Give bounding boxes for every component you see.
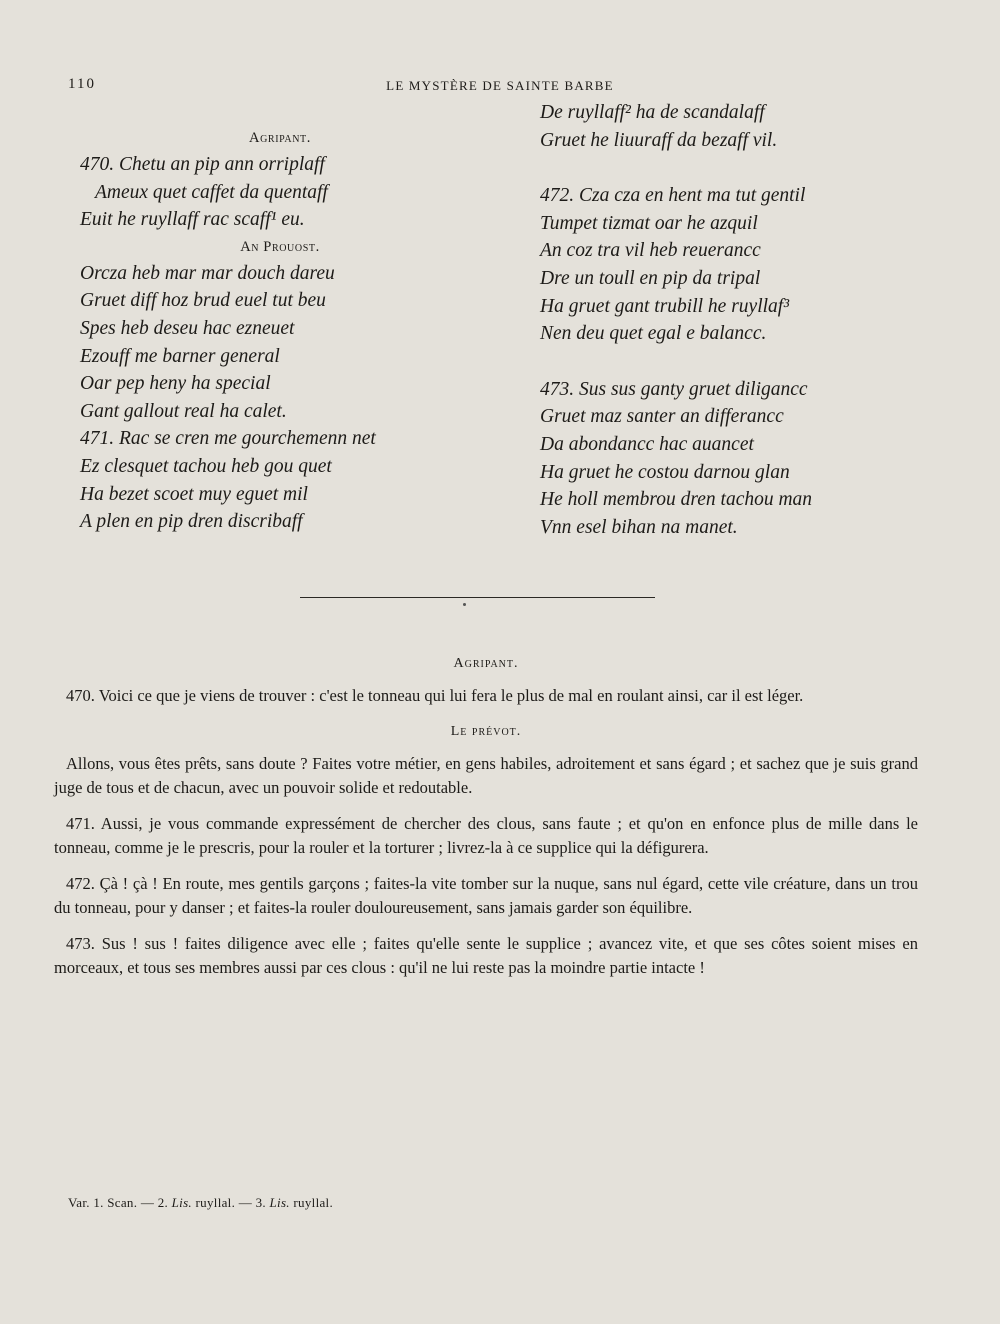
variant-3-number: 3. bbox=[255, 1195, 266, 1210]
paragraph-allons: Allons, vous êtes prêts, sans doute ? Faites votre métier, en gens habiles, adroitement et sans égard ; et sachez que je suis grand juge de tous et de chacun, avec un pouvoir solide et redoutable. bbox=[54, 754, 918, 797]
variant-3-word: ruyllal. bbox=[293, 1195, 334, 1210]
variant-sep-1: — bbox=[140, 1195, 155, 1210]
verse-line: Gant gallout real ha calet. bbox=[80, 400, 287, 422]
verse-line: Ha bezet scoet muy eguet mil bbox=[80, 483, 308, 505]
variant-notes bbox=[68, 1195, 333, 1211]
stanza-gap bbox=[540, 154, 960, 182]
verse-line: 471. Rac se cren me gourchemenn net bbox=[80, 428, 376, 450]
breton-left-column bbox=[80, 125, 480, 536]
verse-line: Ameux quet caffet da quentaff bbox=[95, 181, 328, 203]
verse-line: Euit he ruyllaff rac scaff¹ eu. bbox=[80, 209, 305, 231]
verse-line: 473. Sus sus ganty gruet diligancc bbox=[540, 378, 808, 400]
verse-line: Ezouff me barner general bbox=[80, 345, 280, 367]
page-number: 110 bbox=[68, 76, 96, 92]
speaker-agripant: Agripant. bbox=[453, 656, 519, 671]
verse-line: Dre un toull en pip da tripal bbox=[540, 267, 761, 289]
variant-3-lis: Lis. bbox=[269, 1195, 290, 1210]
verse-line: 470. Chetu an pip ann orriplaff bbox=[80, 154, 325, 175]
variant-2-number: 2. bbox=[157, 1195, 169, 1210]
verse-line: Ez clesquet tachou heb gou quet bbox=[80, 455, 332, 477]
speaker-prevot: Le prévot. bbox=[450, 724, 522, 739]
verse-line: Oar pep heny ha special bbox=[80, 373, 271, 395]
verse-line: An coz tra vil heb reuerancc bbox=[540, 240, 761, 262]
speaker-name bbox=[80, 125, 480, 151]
speaker-label: An Prouost. bbox=[240, 238, 320, 255]
variant-sep-2: — bbox=[238, 1195, 253, 1210]
verse-line: Da abondancc hac auancet bbox=[540, 433, 754, 455]
verse-line: De ruyllaff² ha de scandalaff bbox=[540, 102, 765, 123]
variant-2-lis: Lis. bbox=[171, 1195, 192, 1210]
verse-line: Orcza heb mar mar douch dareu bbox=[80, 262, 335, 284]
paragraph-472: 472. Çà ! çà ! En route, mes gentils garçons ; faites-la vite tomber sur la nuque, sans nul égard, cette vile créature, dans un trou du tonneau, pour y danser ; et faites-la rouler douloureusement, sans jamais garder son équilibre. bbox=[54, 874, 918, 917]
variant-2-word: ruyllal. bbox=[195, 1195, 236, 1210]
verse-line: Nen deu quet egal e balancc. bbox=[540, 323, 767, 345]
french-translation bbox=[54, 652, 918, 992]
verse-line: He holl membrou dren tachou man bbox=[540, 489, 813, 511]
paragraph-471: 471. Aussi, je vous commande expressément de chercher des clous, sans faute ; et qu'on en enfonce plus de mille dans le tonneau, comme je le prescris, pour la rouler et la torturer ; livrez-la à ce supplice qui la défigurera. bbox=[54, 814, 918, 857]
verse-line: Ha gruet he costou darnou glan bbox=[540, 461, 790, 483]
verse-line: Tumpet tizmat oar he azquil bbox=[540, 212, 758, 234]
variant-1: 1. Scan. bbox=[93, 1195, 138, 1210]
verse-line: Ha gruet gant trubill he ruyllaf³ bbox=[540, 295, 790, 317]
paragraph-470: 470. Voici ce que je viens de trouver : c'est le tonneau qui lui fera le plus de mal en roulant ainsi, car il est léger. bbox=[66, 686, 804, 705]
breton-right-column bbox=[540, 99, 960, 541]
variant-label: Var. bbox=[68, 1195, 90, 1210]
running-title: LE MYSTÈRE DE SAINTE BARBE bbox=[386, 78, 614, 93]
speaker-name bbox=[80, 234, 480, 260]
section-divider bbox=[300, 597, 655, 598]
speaker-label: Agripant. bbox=[249, 130, 311, 146]
verse-line: Gruet diff hoz brud euel tut beu bbox=[80, 290, 326, 312]
verse-line: Gruet he liuuraff da bezaff vil. bbox=[540, 129, 778, 151]
verse-line: Vnn esel bihan na manet. bbox=[540, 516, 738, 538]
verse-line: Spes heb deseu hac ezneuet bbox=[80, 317, 295, 339]
divider-dot bbox=[463, 603, 466, 606]
stanza-gap bbox=[540, 348, 960, 376]
verse-line: A plen en pip dren discribaff bbox=[80, 511, 303, 533]
verse-line: 472. Cza cza en hent ma tut gentil bbox=[540, 185, 806, 207]
paragraph-473: 473. Sus ! sus ! faites diligence avec elle ; faites qu'elle sente le supplice ; avancez vite, et que ses côtes soient mises en morceaux, et tous ses membres aussi par ces clous : qu'il ne lui reste pas la moindre partie intacte ! bbox=[54, 934, 918, 977]
verse-line: Gruet maz santer an differancc bbox=[540, 406, 784, 428]
